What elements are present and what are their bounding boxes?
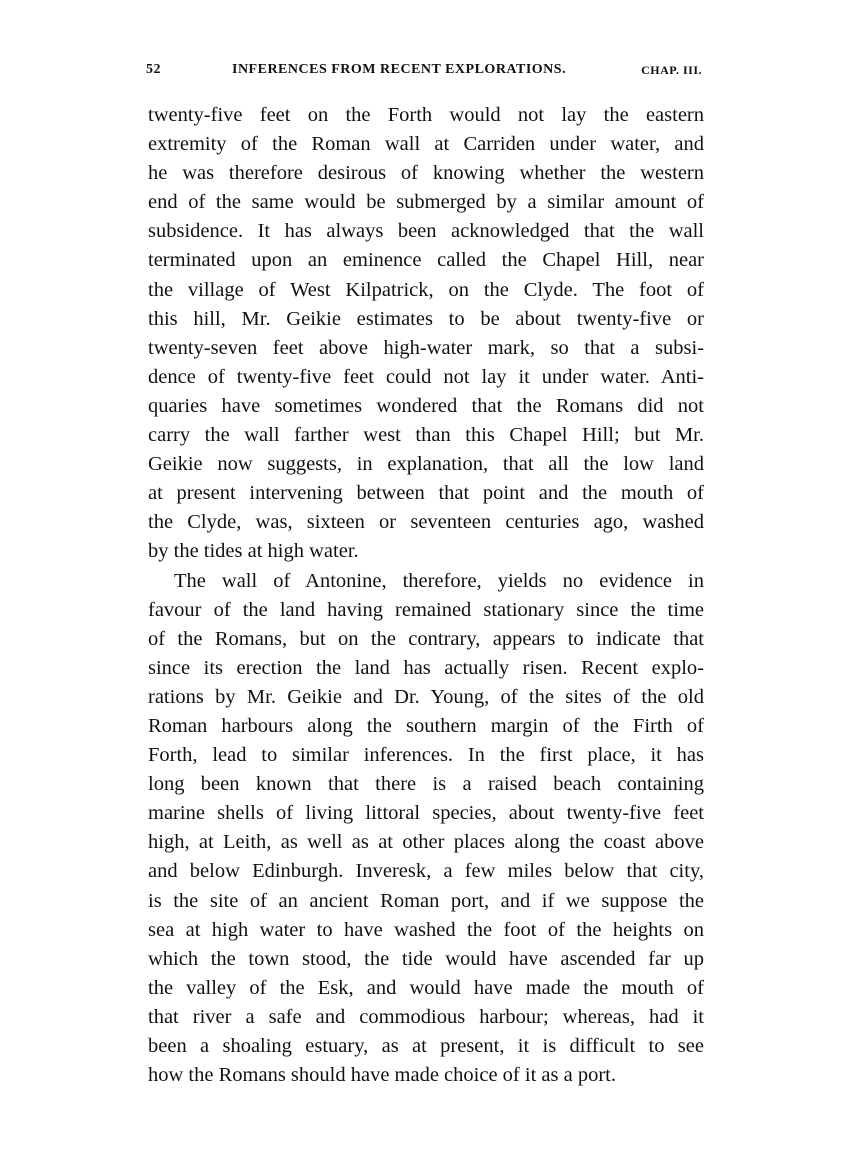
text-line: since its erection the land has actually risen. Recent explo- (148, 656, 704, 679)
text-line: how the Romans should have made choice of it as a port. (148, 1064, 616, 1087)
text-line: subsidence. It has always been acknowledged that the wall (148, 220, 704, 243)
text-line: favour of the land having remained stationary since the time (148, 598, 704, 621)
paragraph (148, 101, 704, 567)
text-line: and below Edinburgh. Inveresk, a few miles below that city, (148, 860, 704, 883)
text-line: that river a safe and commodious harbour; whereas, had it (148, 1005, 704, 1028)
text-line: sea at high water to have washed the foot of the heights on (148, 918, 704, 941)
text-line: by the tides at high water. (148, 540, 359, 563)
text-line: carry the wall farther west than this Chapel Hill; but Mr. (148, 424, 704, 447)
text-line: high, at Leith, as well as at other places along the coast above (148, 831, 704, 854)
text-line: The wall of Antonine, therefore, yields no evidence in (174, 569, 704, 592)
text-line: extremity of the Roman wall at Carriden under water, and (148, 133, 704, 156)
paragraph (148, 567, 704, 1091)
text-line: which the town stood, the tide would have ascended far up (148, 947, 704, 970)
body-text (148, 101, 704, 1090)
text-line: twenty-seven feet above high-water mark, so that a subsi- (148, 336, 704, 359)
text-line: the Clyde, was, sixteen or seventeen centuries ago, washed (148, 511, 704, 534)
text-line: at present intervening between that point and the mouth of (148, 482, 704, 505)
text-line: long been known that there is a raised beach containing (148, 773, 704, 796)
running-head (146, 62, 702, 84)
text-line: this hill, Mr. Geikie estimates to be about twenty-five or (148, 307, 704, 330)
text-line: quaries have sometimes wondered that the Romans did not (148, 394, 704, 417)
text-line: terminated upon an eminence called the Chapel Hill, near (148, 249, 704, 272)
chapter-label: CHAP. III. (641, 63, 702, 77)
text-line: of the Romans, but on the contrary, appears to indicate that (148, 627, 704, 650)
text-line: twenty-five feet on the Forth would not lay the eastern (148, 104, 704, 126)
text-line: Forth, lead to similar inferences. In the first place, it has (148, 744, 704, 767)
text-line: Geikie now suggests, in explanation, that all the low land (148, 453, 704, 476)
text-line: end of the same would be submerged by a similar amount of (148, 191, 704, 214)
text-line: he was therefore desirous of knowing whether the western (148, 162, 704, 185)
running-title: INFERENCES FROM RECENT EXPLORATIONS. (232, 62, 567, 77)
page-number: 52 (146, 62, 161, 77)
text-line: dence of twenty-five feet could not lay it under water. Anti- (148, 365, 704, 388)
text-line: is the site of an ancient Roman port, and if we suppose the (148, 889, 704, 912)
text-line: been a shoaling estuary, as at present, it is difficult to see (148, 1035, 704, 1057)
text-line: Roman harbours along the southern margin of the Firth of (148, 714, 704, 737)
text-line: the village of West Kilpatrick, on the Clyde. The foot of (148, 278, 704, 301)
text-line: rations by Mr. Geikie and Dr. Young, of the sites of the old (148, 685, 704, 708)
text-line: the valley of the Esk, and would have made the mouth of (148, 976, 704, 999)
text-line: marine shells of living littoral species, about twenty-five feet (148, 802, 704, 825)
